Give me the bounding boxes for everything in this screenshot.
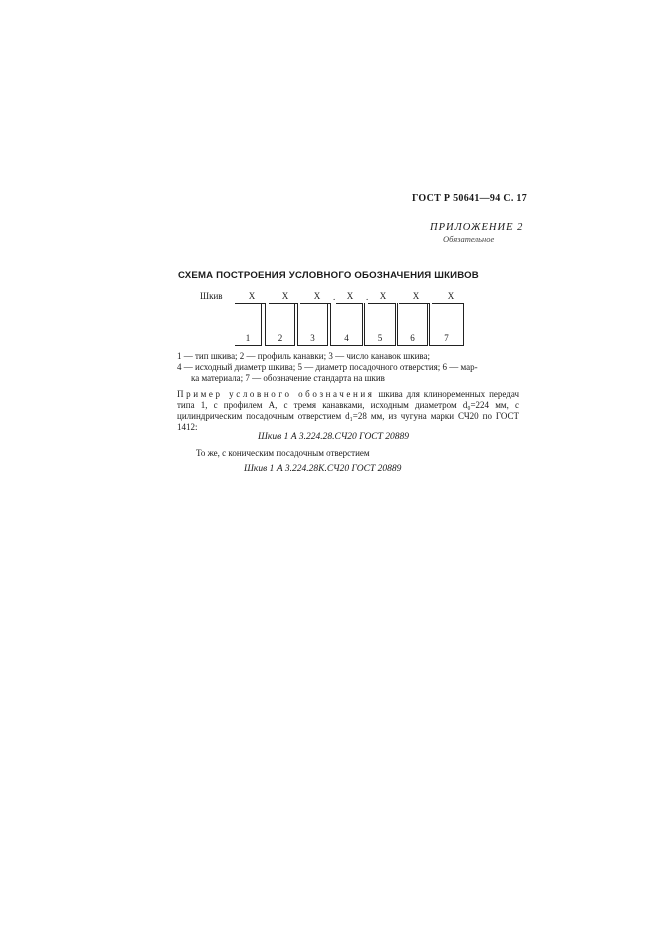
placeholder-1: X — [248, 291, 256, 301]
placeholder-7: X — [447, 291, 455, 301]
placeholder-6: X — [412, 291, 420, 301]
page-header: ГОСТ Р 50641—94 С. 17 — [412, 193, 528, 204]
scheme-lead-word: Шкив — [200, 291, 223, 301]
appendix-title: ПРИЛОЖЕНИЕ 2 — [430, 222, 524, 233]
example-designation-cylindrical: Шкив 1 А 3.224.28.СЧ20 ГОСТ 20889 — [258, 432, 410, 442]
legend-line-1: 1 — тип шкива; 2 — профиль канавки; 3 — число канавок шкива; — [177, 351, 431, 361]
legend-line-3: ка материала; 7 — обозначение стандарта на шкив — [191, 373, 385, 383]
example-text: шкива для клиноременных передач типа 1, с профилем А, с тремя канавками, исходным диаметром d₀=224 мм, с цилиндрическим посадочным отверстием d₁=28 мм, из чугуна марки СЧ20 по ГОСТ 1412: — [177, 389, 520, 432]
placeholder-4: X — [346, 291, 354, 301]
placeholder-5: X — [379, 291, 387, 301]
position-number-5: 5 — [377, 333, 383, 343]
position-number-1: 1 — [245, 333, 251, 343]
position-number-3: 3 — [310, 333, 315, 343]
position-box-4 — [330, 303, 363, 346]
example-same-text: То же, с коническим посадочным отверстием — [196, 448, 370, 458]
separator-2: . — [366, 292, 369, 302]
position-number-4: 4 — [344, 333, 349, 343]
appendix-status: Обязательное — [443, 234, 495, 244]
example-designation-conical: Шкив 1 А 3.224.28К.СЧ20 ГОСТ 20889 — [244, 464, 402, 474]
legend-line-2: 4 — исходный диаметр шкива; 5 — диаметр посадочного отверстия; 6 — мар- — [177, 362, 478, 372]
position-box-3 — [297, 303, 328, 346]
position-box-6 — [397, 303, 428, 346]
position-number-6: 6 — [410, 333, 415, 343]
section-title: СХЕМА ПОСТРОЕНИЯ УСЛОВНОГО ОБОЗНАЧЕНИЯ ШКИВОВ — [178, 270, 479, 281]
position-number-2: 2 — [277, 333, 283, 343]
example-paragraph — [177, 389, 519, 433]
position-box-5 — [364, 303, 396, 346]
position-number-7: 7 — [444, 333, 449, 343]
position-box-1 — [235, 303, 262, 346]
example-label: Пример условного обозначения — [177, 389, 375, 399]
separator-1: . — [333, 292, 336, 302]
placeholder-2: X — [281, 291, 289, 301]
scheme-legend — [177, 351, 517, 384]
position-box-7 — [429, 303, 464, 346]
position-box-2 — [265, 303, 295, 346]
placeholder-3: X — [313, 291, 321, 301]
